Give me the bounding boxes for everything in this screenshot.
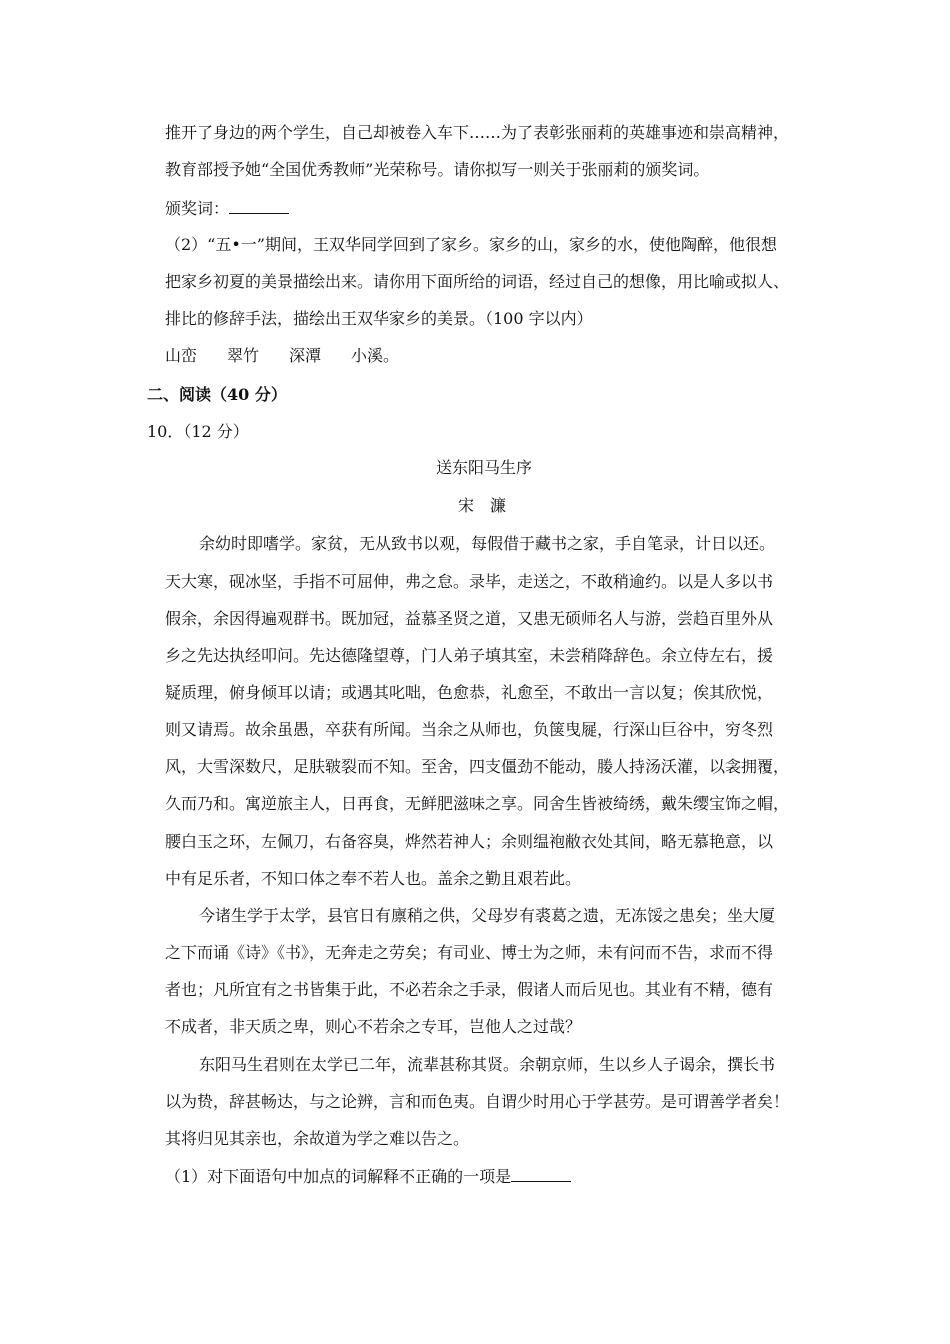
para2-line: 之下而诵《诗》《书》，无奔走之劳矣；有司业、博士为之师，未有问而不告，求而不得 <box>165 943 774 962</box>
q9-sub2-line-3: 排比的修辞手法，描绘出王双华家乡的美景。（100 字以内） <box>165 309 593 328</box>
para2-line: 者也；凡所宜有之书皆集于此，不必若余之手录，假诸人而后见也。其业有不精，德有 <box>165 980 774 999</box>
keyword-item: 深潭 <box>289 346 322 365</box>
keyword-item: 翠竹 <box>227 346 260 365</box>
para3-line: 以为贽，辞甚畅达，与之论辨，言和而色夷。自谓少时用心于学甚劳。是可谓善学者矣！ <box>165 1092 790 1111</box>
para1-line: 风，大雪深数尺，足肤皲裂而不知。至舍，四支僵劲不能动，媵人持汤沃灌，以衾拥覆， <box>165 757 790 776</box>
answer-blank[interactable] <box>511 1167 571 1182</box>
award-speech-row <box>165 199 289 219</box>
question-number: 10．（12 分） <box>147 422 249 441</box>
q9-text-line-2: 教育部授予她“全国优秀教师”光荣称号。请你拟写一则关于张丽莉的颁奖词。 <box>165 160 710 179</box>
para1-line: 假余，余因得遍观群书。既加冠，益慕圣贤之道，又患无硕师名人与游，尝趋百里外从 <box>165 609 774 628</box>
article-title: 送东阳马生序 <box>436 458 533 477</box>
para3-line: 东阳马生君则在太学已二年，流辈甚称其贤。余朝京师，生以乡人子谒余，撰长书 <box>199 1055 776 1074</box>
para2-line: 不成者，非天质之卑，则心不若余之专耳，岂他人之过哉？ <box>165 1017 582 1036</box>
para1-line: 余幼时即嗜学。家贫，无从致书以观，每假借于藏书之家，手自笔录，计日以还。 <box>199 534 776 553</box>
keyword-item: 小溪。 <box>351 346 400 365</box>
keyword-item: 山峦 <box>165 346 198 365</box>
q9-sub2-line-1: （2）“五•一”期间，王双华同学回到了家乡。家乡的山，家乡的水，使他陶醉，他很想 <box>165 235 777 254</box>
para1-line: 天大寒，砚冰坚，手指不可屈伸，弗之怠。录毕，走送之，不敢稍逾约。以是人多以书 <box>165 572 774 591</box>
para1-line: 乡之先达执经叩问。先达德隆望尊，门人弟子填其室，未尝稍降辞色。余立侍左右，援 <box>165 646 774 665</box>
award-speech-label: 颁奖词： <box>165 199 230 218</box>
para2-line: 今诸生学于太学，县官日有廪稍之供，父母岁有裘葛之遗，无冻馁之患矣；坐大厦 <box>199 906 776 925</box>
section-heading: 二、阅读（40 分） <box>147 385 287 404</box>
para3-line: 其将归见其亲也，余故道为学之难以告之。 <box>165 1129 470 1148</box>
q9-text-line-1: 推开了身边的两个学生，自己却被卷入车下……为了表彰张丽莉的英雄事迹和崇高精神， <box>165 123 790 142</box>
para1-line: 久而乃和。寓逆旅主人，日再食，无鲜肥滋味之享。同舍生皆被绮绣，戴朱缨宝饰之帽， <box>165 794 790 813</box>
para1-line: 腰白玉之环，左佩刀，右备容臭，烨然若神人；余则缊袍敝衣处其间，略无慕艳意，以 <box>165 832 774 851</box>
q9-sub2-line-2: 把家乡初夏的美景描绘出来。请你用下面所给的词语，经过自己的想像，用比喻或拟人、 <box>165 272 790 291</box>
para1-line: 中有足乐者，不知口体之奉不若人也。盖余之勤且艰若此。 <box>165 869 582 888</box>
article-author: 宋 濂 <box>458 496 507 515</box>
keyword-list <box>165 346 429 366</box>
award-speech-blank[interactable] <box>229 199 289 214</box>
sub-question-1-text: （1）对下面语句中加点的词解释不正确的一项是 <box>165 1167 512 1186</box>
sub-question-1 <box>165 1167 571 1187</box>
para1-line: 则又请焉。故余虽愚，卒获有所闻。当余之从师也，负箧曳屣，行深山巨谷中，穷冬烈 <box>165 720 774 739</box>
para1-line: 疑质理，俯身倾耳以请；或遇其叱咄，色愈恭，礼愈至，不敢出一言以复；俟其欣悦， <box>165 683 774 702</box>
